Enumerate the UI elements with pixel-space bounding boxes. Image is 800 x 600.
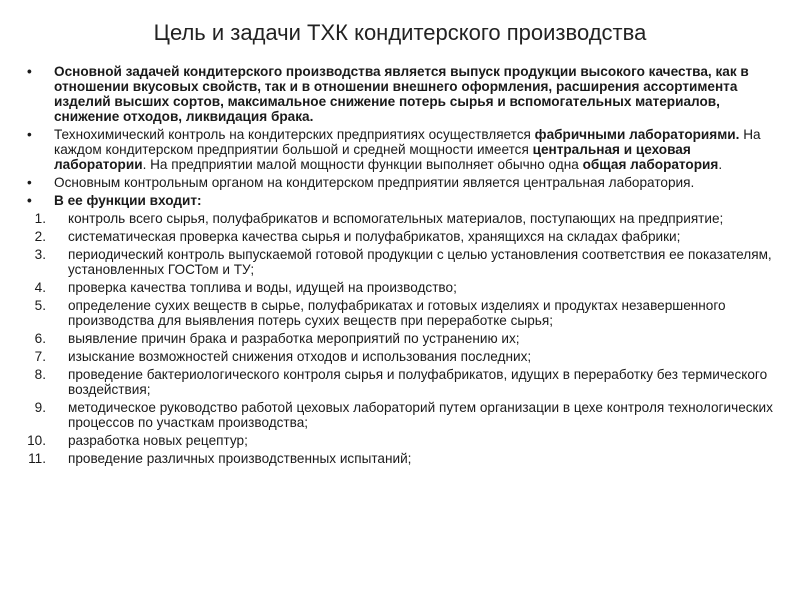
item-number: 3. (34, 247, 46, 262)
list-item (22, 247, 774, 277)
bullet-central-lab: • Основным контрольным органом на кондитерском предприятии является центральная лаборатория. (22, 175, 774, 190)
slide-content (22, 64, 774, 469)
list-item (22, 433, 774, 448)
bullet-list (22, 64, 774, 208)
text-segment: На каждом кондитерском предприятии большой и средней мощности имеется (54, 127, 761, 157)
list-item (22, 280, 774, 295)
text-bold-common-lab: общая лаборатория (582, 157, 719, 172)
bullet-functions-heading: • В ее функции входит: (22, 193, 774, 208)
item-number: 1. (34, 211, 46, 226)
item-number: 5. (34, 298, 46, 313)
list-item (22, 349, 774, 364)
item-text: определение сухих веществ в сырье, полуфабрикатах и готовых изделиях и продуктах незавершенного производства для выявления потерь сухих веществ при переработке сырья; (68, 298, 726, 328)
item-text: разработка новых рецептур; (68, 433, 248, 448)
item-number: 8. (34, 367, 46, 382)
list-item (22, 298, 774, 328)
item-text: проверка качества топлива и воды, идущей на производство; (68, 280, 457, 295)
item-number: 11. (28, 451, 46, 466)
list-item (22, 331, 774, 346)
text-bold-central-labs: центральная и цеховая лаборатории (54, 142, 691, 172)
item-text: проведение различных производственных испытаний; (68, 451, 412, 466)
list-item (22, 211, 774, 226)
list-item (22, 451, 774, 466)
item-number: 10. (27, 433, 46, 448)
item-text: выявление причин брака и разработка мероприятий по устранению их; (68, 331, 520, 346)
text-segment: . На предприятии малой мощности функции выполняет обычно одна (142, 157, 583, 172)
text-segment: . (718, 157, 723, 172)
item-number: 2. (34, 229, 46, 244)
list-item (22, 367, 774, 397)
item-number: 4. (34, 280, 46, 295)
item-text: методическое руководство работой цеховых лабораторий путем организации в цехе контроля технологических процессов по участкам производства; (68, 400, 773, 430)
list-item (22, 229, 774, 244)
item-number: 7. (34, 349, 46, 364)
item-text: контроль всего сырья, полуфабрикатов и вспомогательных материалов, поступающих на предприятие; (68, 211, 724, 226)
bullet-main-task: • Основной задачей кондитерского производства является выпуск продукции высокого качества, как в отношении вкусовых свойств, так и в отношении внешнего оформления, расширения ассортимента изделий высших сортов, максимальное снижение потерь сырья и вспомогательных материалов, снижение отходов, ликвидация брака. (22, 64, 774, 124)
functions-list (22, 211, 774, 466)
item-text: проведение бактериологического контроля сырья и полуфабрикатов, идущих в переработку без термического воздействия; (68, 367, 768, 397)
item-number: 9. (34, 400, 46, 415)
text-segment: Технохимический контроль на кондитерских предприятиях осуществляется (54, 127, 535, 142)
slide-title: Цель и задачи ТХК кондитерского производства (153, 20, 647, 45)
item-text: периодический контроль выпускаемой готовой продукции с целью установления соответствия ее показателям, установленных ГОСТом и ТУ; (68, 247, 772, 277)
item-text: изыскание возможностей снижения отходов и использования последних; (68, 349, 532, 364)
text-bold-factory-labs: фабричными лабораториями. (534, 127, 740, 142)
bullet-control-labs (22, 127, 774, 172)
item-number: 6. (34, 331, 46, 346)
list-item (22, 400, 774, 430)
item-text: систематическая проверка качества сырья и полуфабрикатов, хранящихся на складах фабрики; (68, 229, 681, 244)
